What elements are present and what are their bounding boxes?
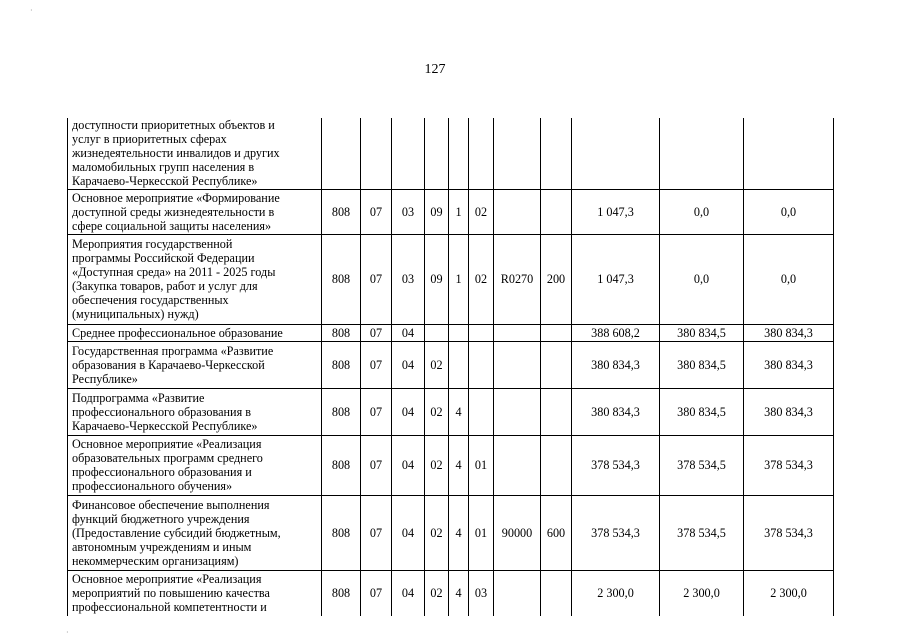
cell-gp xyxy=(425,118,449,189)
cell-amount-year3: 0,0 xyxy=(744,189,834,234)
cell-rz: 07 xyxy=(361,388,392,435)
cell-rz: 07 xyxy=(361,341,392,388)
cell-amount-year1: 378 534,3 xyxy=(572,435,660,495)
cell-rz xyxy=(361,118,392,189)
cell-om: 01 xyxy=(469,495,494,570)
cell-pp: 4 xyxy=(449,495,469,570)
cell-amount-year1: 378 534,3 xyxy=(572,495,660,570)
budget-table xyxy=(67,118,834,616)
cell-napr xyxy=(494,570,541,616)
cell-pr: 04 xyxy=(392,435,425,495)
row-name: доступности приоритетных объектов и услуг в приоритетных сферах жизнедеятельности инвалидов и других маломобильных групп населения в Карачаево-Черкесской Республике» xyxy=(68,118,322,189)
cell-gp: 02 xyxy=(425,341,449,388)
cell-pp: 4 xyxy=(449,388,469,435)
cell-gp: 09 xyxy=(425,189,449,234)
cell-amount-year3 xyxy=(744,118,834,189)
table-row xyxy=(68,341,834,388)
cell-amount-year2: 0,0 xyxy=(660,234,744,324)
cell-rz: 07 xyxy=(361,324,392,341)
cell-amount-year2: 378 534,5 xyxy=(660,495,744,570)
cell-om: 02 xyxy=(469,189,494,234)
table-row xyxy=(68,189,834,234)
cell-gp: 02 xyxy=(425,435,449,495)
table-row xyxy=(68,435,834,495)
row-name: Мероприятия государственной программы Российской Федерации «Доступная среда» на 2011 - 2025 годы (Закупка товаров, работ и услуг для обеспечения государственных (муниципальных) нужд) xyxy=(68,234,322,324)
table-row xyxy=(68,324,834,341)
cell-amount-year2 xyxy=(660,118,744,189)
cell-pr: 04 xyxy=(392,324,425,341)
row-name: Подпрограмма «Развитие профессионального образования в Карачаево-Черкесской Республике» xyxy=(68,388,322,435)
cell-napr: 90000 xyxy=(494,495,541,570)
cell-amount-year1: 380 834,3 xyxy=(572,388,660,435)
page-number: 127 xyxy=(424,62,446,77)
cell-vr xyxy=(541,189,572,234)
cell-amount-year2: 378 534,5 xyxy=(660,435,744,495)
row-name: Основное мероприятие «Реализация мероприятий по повышению качества профессиональной компетентности и xyxy=(68,570,322,616)
row-name: Основное мероприятие «Реализация образовательных программ среднего профессионального образования и профессионального обучения» xyxy=(68,435,322,495)
cell-amount-year3: 378 534,3 xyxy=(744,435,834,495)
cell-amount-year2: 380 834,5 xyxy=(660,341,744,388)
cell-amount-year1: 388 608,2 xyxy=(572,324,660,341)
cell-amount-year3: 2 300,0 xyxy=(744,570,834,616)
cell-om: 03 xyxy=(469,570,494,616)
cell-pp: 4 xyxy=(449,570,469,616)
cell-ved: 808 xyxy=(322,234,361,324)
cell-pp xyxy=(449,341,469,388)
row-name: Государственная программа «Развитие образования в Карачаево-Черкесской Республике» xyxy=(68,341,322,388)
cell-ved: 808 xyxy=(322,495,361,570)
cell-pp xyxy=(449,118,469,189)
cell-amount-year2: 0,0 xyxy=(660,189,744,234)
cell-rz: 07 xyxy=(361,570,392,616)
cell-ved: 808 xyxy=(322,189,361,234)
row-name: Основное мероприятие «Формирование доступной среды жизнедеятельности в сфере социальной защиты населения» xyxy=(68,189,322,234)
cell-ved: 808 xyxy=(322,570,361,616)
cell-napr: R0270 xyxy=(494,234,541,324)
cell-napr xyxy=(494,118,541,189)
cell-amount-year2: 380 834,5 xyxy=(660,324,744,341)
cell-amount-year3: 380 834,3 xyxy=(744,341,834,388)
scan-speck: · xyxy=(30,6,33,15)
cell-ved: 808 xyxy=(322,341,361,388)
cell-vr: 600 xyxy=(541,495,572,570)
cell-napr xyxy=(494,324,541,341)
cell-gp: 09 xyxy=(425,234,449,324)
cell-vr xyxy=(541,118,572,189)
cell-amount-year3: 380 834,3 xyxy=(744,324,834,341)
cell-pp: 1 xyxy=(449,234,469,324)
cell-gp: 02 xyxy=(425,495,449,570)
cell-ved: 808 xyxy=(322,324,361,341)
cell-amount-year1: 380 834,3 xyxy=(572,341,660,388)
cell-amount-year2: 380 834,5 xyxy=(660,388,744,435)
table-row xyxy=(68,570,834,616)
table-row xyxy=(68,388,834,435)
cell-om: 02 xyxy=(469,234,494,324)
cell-pp xyxy=(449,324,469,341)
cell-gp: 02 xyxy=(425,570,449,616)
cell-vr xyxy=(541,324,572,341)
cell-amount-year1 xyxy=(572,118,660,189)
cell-om xyxy=(469,118,494,189)
table-row xyxy=(68,118,834,189)
cell-ved: 808 xyxy=(322,435,361,495)
cell-pp: 4 xyxy=(449,435,469,495)
cell-om: 01 xyxy=(469,435,494,495)
cell-pr: 04 xyxy=(392,341,425,388)
cell-amount-year3: 0,0 xyxy=(744,234,834,324)
cell-napr xyxy=(494,341,541,388)
cell-amount-year1: 1 047,3 xyxy=(572,234,660,324)
cell-rz: 07 xyxy=(361,189,392,234)
cell-vr: 200 xyxy=(541,234,572,324)
table-row xyxy=(68,234,834,324)
cell-amount-year3: 380 834,3 xyxy=(744,388,834,435)
cell-amount-year1: 2 300,0 xyxy=(572,570,660,616)
cell-gp: 02 xyxy=(425,388,449,435)
cell-vr xyxy=(541,435,572,495)
cell-pr: 03 xyxy=(392,234,425,324)
cell-rz: 07 xyxy=(361,495,392,570)
cell-om xyxy=(469,388,494,435)
table-row xyxy=(68,495,834,570)
scan-speck: · xyxy=(66,628,69,637)
cell-amount-year3: 378 534,3 xyxy=(744,495,834,570)
cell-om xyxy=(469,324,494,341)
cell-vr xyxy=(541,388,572,435)
row-name: Финансовое обеспечение выполнения функций бюджетного учреждения (Предоставление субсидий бюджетным, автономным учреждениям и иным некоммерческим организациям) xyxy=(68,495,322,570)
cell-napr xyxy=(494,388,541,435)
cell-pr xyxy=(392,118,425,189)
cell-napr xyxy=(494,435,541,495)
cell-pp: 1 xyxy=(449,189,469,234)
cell-rz: 07 xyxy=(361,234,392,324)
cell-vr xyxy=(541,341,572,388)
cell-pr: 04 xyxy=(392,388,425,435)
cell-napr xyxy=(494,189,541,234)
cell-rz: 07 xyxy=(361,435,392,495)
cell-ved: 808 xyxy=(322,388,361,435)
cell-ved xyxy=(322,118,361,189)
cell-amount-year2: 2 300,0 xyxy=(660,570,744,616)
cell-om xyxy=(469,341,494,388)
cell-gp xyxy=(425,324,449,341)
cell-pr: 04 xyxy=(392,570,425,616)
cell-vr xyxy=(541,570,572,616)
cell-pr: 03 xyxy=(392,189,425,234)
cell-amount-year1: 1 047,3 xyxy=(572,189,660,234)
cell-pr: 04 xyxy=(392,495,425,570)
row-name: Среднее профессиональное образование xyxy=(68,324,322,341)
